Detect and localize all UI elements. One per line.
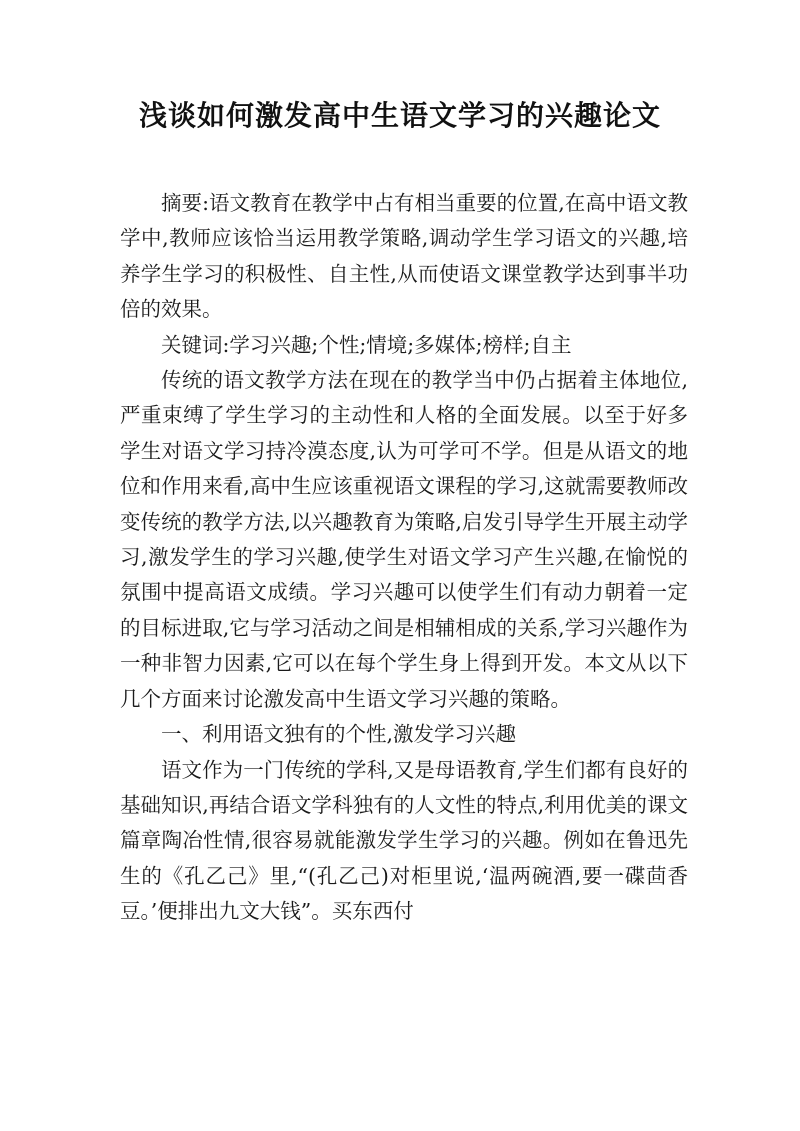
body-paragraph: 传统的语文教学方法在现在的教学当中仍占据着主体地位,严重束缚了学生学习的主动性和人格的全面发展。以至于好多学生对语文学习持冷漠态度,认为可学可不学。但是从语文的地位和作用来看,高中生应该重视语文课程的学习,这就需要教师改变传统的教学方法,以兴趣教育为策略,启发引导学生开展主动学习,激发学生的学习兴趣,使学生对语文学习产生兴趣,在愉悦的氛围中提高语文成绩。学习兴趣可以使学生们有动力朝着一定的目标进取,它与学习活动之间是相辅相成的关系,学习兴趣作为一种非智力因素,它可以在每个学生身上得到开发。本文从以下几个方面来讨论激发高中生语文学习兴趣的策略。 — [120, 368, 688, 711]
section-heading: 一、利用语文独有的个性,激发学习兴趣 — [161, 722, 517, 747]
document-title: 浅谈如何激发高中生语文学习的兴趣论文 — [138, 99, 661, 132]
keywords-paragraph: 关键词:学习兴趣;个性;情境;多媒体;榜样;自主 — [161, 332, 572, 357]
abstract-paragraph: 摘要:语文教育在教学中占有相当重要的位置,在高中语文教学中,教师应该恰当运用教学策略,调动学生学习语文的兴趣,培养学生学习的积极性、自主性,从而使语文课堂教学达到事半功倍的效果。 — [120, 191, 688, 322]
body-paragraph: 语文作为一门传统的学科,又是母语教育,学生们都有良好的基础知识,再结合语文学科独有的人文性的特点,利用优美的课文篇章陶冶性情,很容易就能激发学生学习的兴趣。例如在鲁迅先生的《孔乙己》里,“(孔乙己)对柜里说,‘温两碗酒,要一碟茴香豆。’便排出九文大钱”。买东西付 — [120, 757, 688, 924]
document-body — [120, 186, 688, 930]
